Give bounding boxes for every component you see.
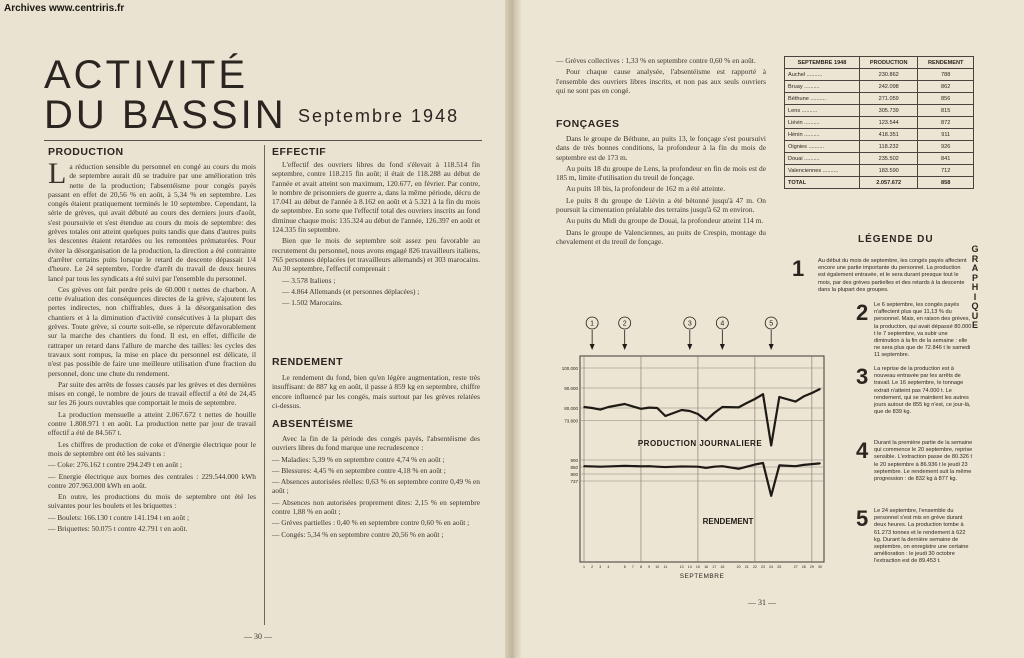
production-cell: 305.739	[860, 105, 918, 117]
data-point-rendement	[770, 495, 772, 497]
data-point-production	[754, 398, 756, 400]
group-name-cell: Douai ..........	[785, 153, 860, 165]
y-tick-label: 100.000	[561, 366, 578, 371]
legend-text: Le 6 septembre, les congés payés n'affectent plus que 11,13 % du personnel. Mais, en raison des grèves, la production, qui avait dépassé 80.000 t le 7 septembre, va subir une diminution à la fin de la semaine : elle ne sera plus que de 72.846 t le samedi 11 septembre.	[874, 302, 972, 359]
heading-effectif: EFFECTIF	[272, 146, 327, 158]
effectif-item: — 4.864 Allemands (et personnes déplacées) ;	[282, 286, 420, 296]
production-item: — Coke: 276.162 t contre 294.249 t en août ;	[48, 460, 183, 470]
data-point-rendement	[632, 465, 634, 467]
foncages-p3: Au puits 18 bis, la profondeur de 162 m a été atteinte.	[566, 184, 726, 194]
effectif-text	[272, 160, 480, 309]
production-chart	[550, 306, 830, 592]
data-point-production	[819, 388, 821, 390]
table-header: RENDEMENT	[918, 57, 974, 69]
table-row	[785, 153, 974, 165]
rendement-cell: 872	[918, 117, 974, 129]
production-cell: 235.502	[860, 153, 918, 165]
absenteisme-text	[272, 434, 480, 541]
heading-foncages: FONÇAGES	[556, 118, 620, 130]
data-point-production	[648, 407, 650, 409]
x-tick-label: 10	[655, 565, 660, 569]
data-point-production	[640, 408, 642, 410]
group-name-cell: Oignies ..........	[785, 141, 860, 153]
data-point-rendement	[705, 467, 707, 469]
absenteisme-continued	[556, 56, 766, 97]
table-row	[785, 69, 974, 81]
legend-number: 3	[856, 364, 869, 389]
production-cell: 271.059	[860, 93, 918, 105]
data-point-production	[656, 407, 658, 409]
data-point-rendement	[665, 466, 667, 468]
group-name-cell: Auchel ..........	[785, 69, 860, 81]
legend-text: Au début du mois de septembre, les congés payés affectent encore une partie importante du personnel. La production est également entravée, et le sera durant presque tout le mois, par des grèves partielles et des retards à la descente dans la plupart des groupes.	[818, 258, 967, 293]
data-point-production	[803, 396, 805, 398]
legend-number: 4	[856, 438, 869, 463]
foncages-p4: Le puits 8 du groupe de Liévin a été bétonné jusqu'à 47 m. On poursuit la cimentation préalable des terrains jusqu'à 62 m environ.	[556, 195, 766, 215]
x-tick-label: 18	[720, 565, 725, 569]
production-p3: Par suite des arrêts de fosses causés par les grèves et des dernières mises en congé, le nombre de jours de travail effectif a été de 24,45 sur les 26 jours ouvrables que comportait le mois de septembre.	[48, 379, 256, 408]
y-tick-label: 73.800	[564, 418, 578, 424]
table-row	[785, 141, 974, 153]
x-tick-label: 6	[623, 565, 626, 569]
data-point-production	[624, 403, 626, 405]
legend-text: Le 24 septembre, l'ensemble du personnel s'est mis en grève durant deux heures. La production tombe à 61.273 tonnes et le rendement à 622 kg. Durant la dernière semaine de septembre, on enregistre une certaine amélioration : le jeudi 30 octobre l'extraction est de 89.453 t.	[874, 508, 969, 565]
data-point-production	[681, 409, 683, 411]
data-point-production	[795, 401, 797, 403]
heading-production: PRODUCTION	[48, 146, 124, 158]
x-tick-label: 21	[744, 565, 749, 569]
data-point-rendement	[795, 465, 797, 467]
heading-absenteisme: ABSENTÉISME	[272, 418, 354, 430]
y-tick-label: 850	[570, 465, 578, 470]
foncages-p1: Dans le groupe de Béthune, au puits 13, le fonçage s'est poursuivi dans de très bonnes conditions, la profondeur à la fin du mois de septembre est de 173 m.	[556, 134, 766, 162]
data-point-production	[697, 413, 699, 415]
legend-vertical-label: G R A P H I Q U E	[971, 244, 979, 330]
data-point-rendement	[746, 466, 748, 468]
table-row	[785, 81, 974, 93]
rendement-cell: 862	[918, 81, 974, 93]
page-gutter	[505, 0, 521, 658]
absenteisme-item: — Absences non autorisées proprement dites: 2,15 % en septembre contre 1,88 % en août ;	[272, 497, 480, 517]
effectif-p1: L'effectif des ouvriers libres du fond s'élevait à 118.514 fin septembre, contre 118.215 fin août; il était de 118.288 au début de l'année et avait atteint son maximum, 120.677, en février. Par contre, le nombre de prisonniers de guerre a, dans la même période, décru de 17.041 au début de l'année à 8.162 en août et à 5.321 à la fin du mois de septembre. En sorte que l'effectif total des ouvriers inscrits au fond diminue chaque mois: 135.324 au début de l'année, 126.397 en août et 124.335 fin septembre.	[272, 160, 480, 235]
production-p4: La production mensuelle a atteint 2.067.672 t nettes de houille contre 1.808.971 t en août. La production nette par jour de travail effectif a été de 84.567 t.	[48, 409, 256, 438]
watermark: Archives www.centriris.fr	[4, 3, 125, 14]
rendement-text	[272, 373, 480, 412]
production-cell: 123.544	[860, 117, 918, 129]
x-tick-label: 9	[648, 565, 651, 569]
marker-label: 5	[769, 320, 774, 328]
group-name-cell: Liévin ..........	[785, 117, 860, 129]
data-point-rendement	[689, 466, 691, 468]
absenteisme-item: — Maladies: 5,39 % en septembre contre 4,74 % en août ;	[272, 454, 445, 464]
data-point-production	[583, 406, 585, 408]
foncages-text	[556, 134, 766, 248]
x-tick-label: 28	[801, 565, 806, 569]
data-point-rendement	[811, 463, 813, 465]
x-tick-label: 30	[818, 565, 822, 569]
x-axis-label: SEPTEMBRE	[679, 573, 725, 580]
x-tick-label: 25	[777, 565, 782, 569]
marker-label: 1	[590, 320, 595, 328]
group-name-cell: Béthune ..........	[785, 93, 860, 105]
page-title-line1: ACTIVITÉ	[44, 53, 249, 97]
data-point-production	[779, 396, 781, 398]
data-point-rendement	[713, 466, 715, 468]
legend-number: 2	[856, 300, 869, 325]
data-point-rendement	[591, 466, 593, 468]
production-p2: Ces grèves ont fait perdre près de 60.000 t nettes de charbon. A cette évaluation des conséquences directes de la grève, s'ajoutent les pertes indirectes, non chiffrables, dues à la désorganisation des chantiers et à la diminution d'activité consécutives à la plupart des grèves. Toute grève, si courte soit-elle, se répercute défavorablement sur la marche des chantiers du fond. Il est, en effet, difficile de rattraper un retard dans l'allure de marche des tailles: les cycles des travaux sont rompus, la mise en place du personnel est délicate, il n'est pas possible de faire une meilleure utilisation d'une fraction du personnel, donc une chute du rendement.	[48, 284, 256, 378]
rendement-p1: Le rendement du fond, bien qu'en légère augmentation, reste très insuffisant: de 887 kg en août, il passe à 859 kg en septembre, chiffre encore influencé par les congés, mais surtout par les grèves relatées ci-dessus.	[272, 373, 480, 410]
production-item: — Energie électrique aux bornes des centrales : 229.544.000 kWh contre 207.963.000 kWh en août.	[48, 471, 256, 490]
data-point-production	[665, 415, 667, 417]
production-cell: 230.862	[860, 69, 918, 81]
foncages-p6: Dans le groupe de Valenciennes, au puits de Crespin, montage du chevalement et du treuil de fonçage.	[556, 227, 766, 246]
table-row	[785, 93, 974, 105]
series-line-rendement	[584, 463, 820, 496]
group-name-cell: Bruay ..........	[785, 81, 860, 93]
x-tick-label: 23	[761, 565, 766, 569]
column-rule	[264, 145, 265, 625]
foncages-p2: Au puits 18 du groupe de Lens, la profondeur en fin de mois est de 185 m, limite d'utilisation du treuil de fonçage.	[556, 163, 766, 183]
absenteisme-item: — Grèves partielles : 0,40 % en septembre contre 0,60 % en août ;	[272, 518, 470, 528]
data-point-production	[632, 406, 634, 408]
page-number-left: — 30 —	[244, 632, 272, 641]
title-rule	[44, 140, 482, 141]
series-label-production: PRODUCTION JOURNALIERE	[637, 439, 763, 448]
absenteisme-item: — Blessures: 4,45 % en septembre contre 4,18 % en août ;	[272, 465, 446, 475]
table-row	[785, 177, 974, 189]
data-point-production	[591, 407, 593, 409]
production-item: — Boulets: 166.130 t contre 141.194 t en août ;	[48, 512, 190, 522]
y-tick-label: 90.000	[564, 386, 578, 391]
rendement-cell: 858	[918, 177, 974, 189]
marker-arrow-head	[622, 344, 627, 350]
production-cell: 118.232	[860, 141, 918, 153]
table-row	[785, 105, 974, 117]
group-name-cell: Valenciennes ..........	[785, 165, 860, 177]
group-name-cell: TOTAL	[785, 177, 860, 189]
marker-label: 2	[622, 320, 627, 328]
data-point-rendement	[779, 465, 781, 467]
production-item: — Briquettes: 50.075 t contre 42.791 t en août.	[48, 523, 188, 533]
page-title-line2: DU BASSIN	[44, 93, 287, 137]
absenteisme-item: — Congés: 5,34 % en septembre contre 20,56 % en août ;	[272, 529, 444, 539]
data-point-rendement	[738, 468, 740, 470]
data-point-production	[705, 420, 707, 422]
x-tick-label: 29	[809, 565, 814, 569]
effectif-item: — 1.502 Marocains.	[282, 298, 343, 308]
legend-text: La reprise de la production est à nouveau entravée par les arrêts de travail. Le 16 septembre, le tonnage extrait n'atteint pas 74.000 t. Le rendement, qui se maintient les autres jours autour de 855 kg n'est, ce jour-là, que de 839 kg.	[874, 366, 971, 416]
table-row	[785, 165, 974, 177]
production-text	[48, 157, 256, 535]
rendement-cell: 841	[918, 153, 974, 165]
production-p5: Les chiffres de production de coke et d'énergie électrique pour le mois de septembre ont été les suivants :	[48, 439, 256, 458]
production-cell: 418.351	[860, 129, 918, 141]
data-point-rendement	[681, 466, 683, 468]
data-point-rendement	[640, 466, 642, 468]
series-line-production	[584, 389, 820, 445]
rendement-cell: 856	[918, 93, 974, 105]
marker-arrow-head	[687, 344, 692, 350]
production-p6: En outre, les productions du mois de septembre ont été les suivantes pour les boulets et les briquettes :	[48, 492, 256, 511]
legend-number: 5	[856, 506, 869, 531]
foncages-p5: Au puits du Midi du groupe de Douai, la profondeur atteint 114 m.	[566, 216, 764, 226]
data-point-rendement	[754, 464, 756, 466]
data-point-production	[599, 409, 601, 411]
data-point-rendement	[608, 466, 610, 468]
data-point-production	[608, 406, 610, 408]
data-point-rendement	[624, 465, 626, 467]
legend-number: 1	[792, 256, 805, 281]
page-subtitle: Septembre 1948	[298, 106, 460, 126]
marker-label: 4	[720, 320, 725, 328]
x-tick-label: 8	[639, 565, 642, 569]
x-tick-label: 2	[591, 565, 594, 569]
data-point-rendement	[722, 465, 724, 467]
y-tick-label: 737	[570, 479, 578, 484]
production-cell: 183.590	[860, 165, 918, 177]
y-tick-label: 80.000	[564, 406, 578, 411]
effectif-p2: Bien que le mois de septembre soit assez peu favorable au recrutement du personnel, nous avons engagé 826 travailleurs italiens, 765 personnes déplacées (et travailleurs allemands) et 303 marocains. Au 30 septembre, l'effectif comprenait :	[272, 236, 480, 274]
page-number-right: — 31 —	[748, 598, 776, 607]
data-point-production	[689, 410, 691, 412]
data-point-rendement	[819, 463, 821, 465]
x-tick-label: 4	[607, 565, 610, 569]
data-point-rendement	[762, 462, 764, 464]
dropcap: L	[48, 157, 67, 190]
group-name-cell: Hénin ..........	[785, 129, 860, 141]
plot-frame	[580, 356, 824, 562]
data-point-production	[722, 406, 724, 408]
data-point-rendement	[599, 466, 601, 468]
series-label-rendement: RENDEMENT	[702, 517, 754, 526]
absenteisme-note: Pour chaque cause analysée, l'absentéisme est rapporté à l'ensemble des ouvriers libres inscrits, et non pas aux seuls ouvriers qui ne sont pas en congé.	[556, 67, 766, 95]
marker-arrow-head	[720, 344, 725, 350]
x-tick-label: 20	[736, 565, 741, 569]
table-row	[785, 129, 974, 141]
x-tick-label: 1	[583, 565, 585, 569]
x-tick-label: 14	[687, 565, 692, 569]
x-tick-label: 13	[679, 565, 684, 569]
data-point-production	[746, 402, 748, 404]
data-point-rendement	[697, 466, 699, 468]
x-tick-label: 27	[793, 565, 798, 569]
effectif-item: — 3.578 Italiens ;	[282, 275, 336, 285]
absenteisme-item: — Grèves collectives : 1,33 % en septembre contre 0,60 % en août.	[556, 56, 756, 65]
rendement-cell: 788	[918, 69, 974, 81]
absenteisme-p1: Avec la fin de la période des congés payés, l'absentéisme des ouvriers libres du fond marque une recrudescence :	[272, 434, 480, 453]
y-tick-label: 900	[570, 458, 578, 463]
data-point-production	[713, 412, 715, 414]
marker-label: 3	[687, 320, 692, 328]
x-tick-label: 24	[769, 565, 774, 569]
table-header: PRODUCTION	[860, 57, 918, 69]
x-tick-label: 17	[712, 565, 717, 569]
marker-arrow-head	[769, 344, 774, 350]
marker-arrow-head	[590, 344, 595, 350]
data-point-rendement	[648, 465, 650, 467]
x-tick-label: 16	[704, 565, 709, 569]
data-point-rendement	[803, 464, 805, 466]
groups-table	[784, 56, 974, 189]
group-name-cell: Lens ..........	[785, 105, 860, 117]
x-tick-label: 22	[752, 565, 757, 569]
rendement-cell: 926	[918, 141, 974, 153]
legend-text: Durant la première partie de la semaine qui commence le 20 septembre, reprise sensible. L'extraction passe de 80.326 t le 20 septembre à 86.936 t le jeudi 23 septembre. Le rendement suit la même progression : de 832 kg à 877 kg.	[874, 440, 973, 483]
table-header-row	[785, 57, 974, 69]
legend-title: LÉGENDE DU	[858, 234, 934, 245]
absenteisme-item: — Absences autorisées réelles: 0,63 % en septembre contre 0,49 % en août ;	[272, 477, 480, 496]
rendement-cell: 712	[918, 165, 974, 177]
x-tick-label: 7	[631, 565, 634, 569]
table-row	[785, 117, 974, 129]
rendement-cell: 815	[918, 105, 974, 117]
rendement-cell: 911	[918, 129, 974, 141]
data-point-rendement	[656, 466, 658, 468]
production-cell: 242.098	[860, 81, 918, 93]
data-point-production	[762, 393, 764, 395]
data-point-production	[811, 392, 813, 394]
heading-rendement: RENDEMENT	[272, 356, 344, 368]
data-point-production	[770, 445, 772, 447]
x-tick-label: 11	[663, 565, 668, 569]
x-tick-label: 15	[695, 565, 700, 569]
production-cell: 2.057.672	[860, 177, 918, 189]
table-body	[785, 69, 974, 189]
table-header: SEPTEMBRE 1948	[785, 57, 860, 69]
x-tick-label: 3	[599, 565, 602, 569]
data-point-production	[738, 407, 740, 409]
y-tick-label: 800	[570, 472, 578, 477]
data-point-rendement	[583, 465, 585, 467]
production-p1: a réduction sensible du personnel en congé au cours du mois de septembre aurait dû se traduire par une amélioration très nette de la production; l'absentéisme pour congés payés passant en effet de 20,56 % en août, à 5,34 % en septembre. Les congés étaient pratiquement terminés le 10 septembre. Cependant, la série de grèves, qui avait débuté au cours des derniers jours d'août, s'est poursuivie et s'est étendue au cours du mois de septembre: des grèves totales ont atteint quelques puits tandis que dans d'autres puits les descentes étaient retardées ou les remontées prématurées. Pour éviter la désorganisation de la production, la direction a été contrainte d'arrêter certains puits lorsque le retard de descente dépassait 1/4 d'heure. Le 24 septembre, l'ordre d'arrêt du travail de deux heures lancé par tous les syndicats a été suivi par l'ensemble du personnel.	[48, 162, 256, 283]
